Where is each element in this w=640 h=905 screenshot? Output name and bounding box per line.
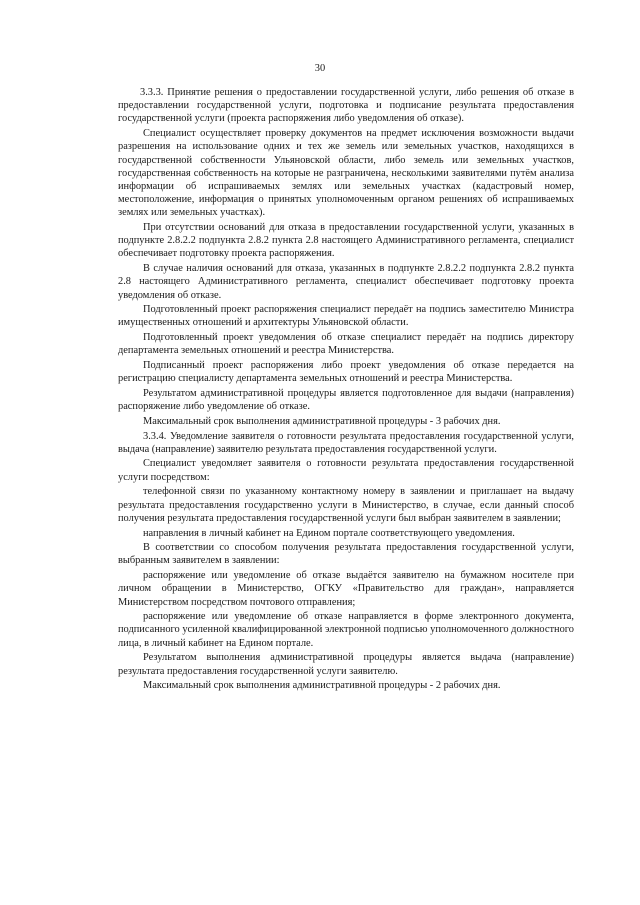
list-item-personal-account: направления в личный кабинет на Едином портале соответствующего уведомления. [143, 527, 515, 539]
paragraph-delivery-method: В соответствии со способом получения результата предоставления государственной услуги, выбранным заявителем в заявлении: [118, 542, 574, 567]
paragraph-registration: Подписанный проект распоряжения либо проект уведомления об отказе передается на регистрацию специалисту департамента земельных отношений и реестра Министерства. [118, 360, 574, 385]
paragraph-refusal-signature: Подготовленный проект уведомления об отказе специалист передаёт на подпись директору департамента земельных отношений и реестра Министерства. [118, 332, 574, 357]
paragraph-result-3-3-4: Результатом выполнения административной процедуры является выдача (направление) результата предоставления государственной услуги заявителю. [118, 652, 574, 677]
paragraph-deadline-3-days: Максимальный срок выполнения административной процедуры - 3 рабочих дня. [143, 415, 501, 427]
document-body [118, 86, 574, 694]
paragraph-no-grounds-refusal: При отсутствии оснований для отказа в предоставлении государственной услуги, указанных в подпункте 2.8.2.2 подпункта 2.8.2 пункта 2.8 настоящего Административного регламента, специалист обеспечивает подготовку проекта распоряжения. [118, 222, 574, 260]
list-item-electronic-delivery: распоряжение или уведомление об отказе направляется в форме электронного документа, подписанного усиленной квалифицированной электронной подписью уполномоченного должностного лица, в личный кабинет на Едином портале. [118, 611, 574, 649]
paragraph-specialist-check: Специалист осуществляет проверку документов на предмет исключения возможности выдачи разрешения на использование одних и тех же земель или земельных участков, находящихся в государственной собственности Ульяновской области, либо земель или земельных участков, государственная собственность на которые не разграничена, несколькими заявителями путём анализа информации об испрашиваемых землях или земельных участках (кадастровый номер, местоположение, информация о принятых уполномоченным органом решениях об испрашиваемых землях или земельных участках). [118, 128, 574, 219]
paragraph-notify-applicant: Специалист уведомляет заявителя о готовности результата предоставления государственной услуги посредством: [118, 458, 574, 483]
page-number: 30 [314, 63, 326, 74]
list-item-paper-delivery: распоряжение или уведомление об отказе выдаётся заявителю на бумажном носителе при личном обращении в Министерство, ОГКУ «Правительство для граждан», направляется Министерством посредством почтового отправления; [118, 570, 574, 608]
paragraph-result-3-3-3: Результатом административной процедуры является подготовленное для выдачи (направления) распоряжение либо уведомление об отказе. [118, 387, 574, 413]
paragraph-order-signature: Подготовленный проект распоряжения специалист передаёт на подпись заместителю Министра имущественных отношений и архитектуры Ульяновской области. [118, 304, 574, 329]
section-heading-3-3-4: 3.3.4. Уведомление заявителя о готовности результата предоставления государственной услуги, выдача (направление) заявителю результата предоставления государственной услуги. [118, 430, 574, 455]
section-heading-3-3-3: 3.3.3. Принятие решения о предоставлении государственной услуги, либо решения об отказе в предоставлении государственной услуги, подготовка и подписание результата предоставления государственной услуги (проекта распоряжения либо уведомления об отказе). [118, 87, 574, 125]
list-item-phone: телефонной связи по указанному контактному номеру в заявлении и приглашает на выдачу результата предоставления государственно услуги в Министерство, в случае, если данный способ получения результата предоставления государственной услуги был выбран заявителем в заявлении; [118, 486, 574, 524]
paragraph-grounds-refusal: В случае наличия оснований для отказа, указанных в подпункте 2.8.2.2 подпункта 2.8.2 пункта 2.8 настоящего Административного регламента, специалист обеспечивает подготовку проекта уведомления об отказе. [118, 263, 574, 301]
paragraph-deadline-2-days: Максимальный срок выполнения административной процедуры - 2 рабочих дня. [143, 680, 501, 692]
